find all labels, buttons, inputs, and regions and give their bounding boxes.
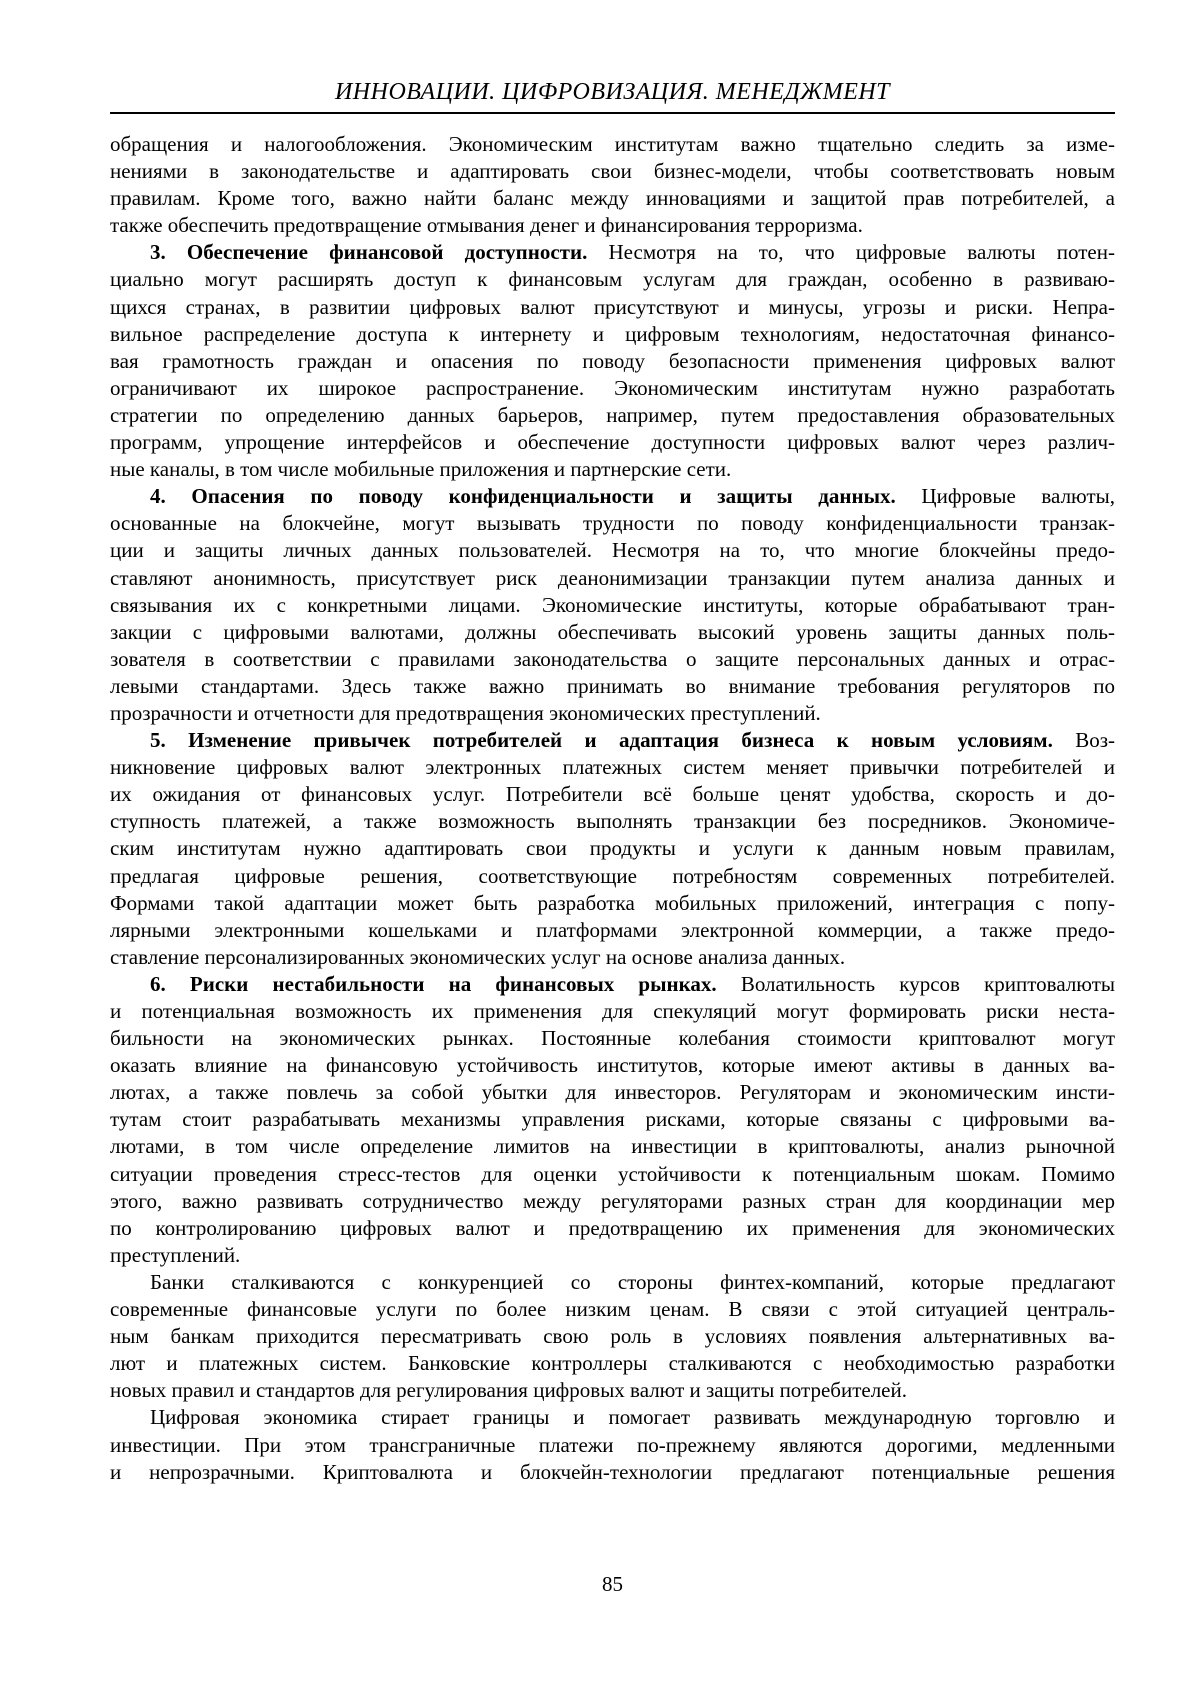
paragraph bbox=[110, 131, 1115, 239]
text-line: ограничивают их широкое распространение. Экономическим институтам нужно разработать bbox=[110, 375, 1115, 400]
text-line: ставление персонализированных экономических услуг на основе анализа данных. bbox=[110, 944, 846, 969]
text-line: циально могут расширять доступ к финансовым услугам для граждан, особенно в развиваю- bbox=[110, 267, 1115, 292]
paragraph bbox=[110, 239, 1115, 483]
text-line: Цифровая экономика стирает границы и помогает развивать международную торговлю и bbox=[150, 1405, 1115, 1430]
text-line: лярными электронными кошельками и платформами электронной коммерции, а также предо- bbox=[110, 917, 1115, 942]
text-line: лютами, в том числе определение лимитов на инвестиции в криптовалюты, анализ рыночной bbox=[110, 1134, 1115, 1159]
text-line: тутам стоит разрабатывать механизмы управления рисками, которые связаны с цифровыми ва- bbox=[110, 1107, 1115, 1132]
running-header: ИННОВАЦИИ. ЦИФРОВИЗАЦИЯ. МЕНЕДЖМЕНТ bbox=[334, 79, 891, 105]
text-line: по контролированию цифровых валют и предотвращению их применения для экономических bbox=[110, 1215, 1115, 1240]
text-line: основанные на блокчейне, могут вызывать трудности по поводу конфиденциальности транзак- bbox=[110, 511, 1115, 536]
text-line: их ожидания от финансовых услуг. Потребители всё больше ценят удобства, скорость и до- bbox=[110, 782, 1115, 807]
text-line: ным банкам приходится пересматривать свою роль в условиях появления альтернативных ва- bbox=[110, 1324, 1115, 1349]
text-line: этого, важно развивать сотрудничество между регуляторами разных стран для координации мер bbox=[110, 1188, 1115, 1213]
text-line: ставляют анонимность, присутствует риск деанонимизации транзакции путем анализа данных и bbox=[110, 565, 1115, 590]
text-line: ступность платежей, а также возможность выполнять транзакции без посредников. Экономиче- bbox=[110, 809, 1115, 834]
text-line: и потенциальная возможность их применения для спекуляций могут формировать риски неста- bbox=[110, 999, 1115, 1023]
text-line: вая грамотность граждан и опасения по поводу безопасности применения цифровых валют bbox=[110, 348, 1115, 373]
text-line: ные каналы, в том числе мобильные приложения и партнерские сети. bbox=[110, 457, 732, 482]
text-line: зователя в соответствии с правилами законодательства о защите персональных данных и отрас- bbox=[110, 646, 1115, 671]
paragraph bbox=[110, 971, 1115, 1269]
text-line: и непрозрачными. Криптовалюта и блокчейн-технологии предлагают потенциальные решения bbox=[110, 1459, 1115, 1484]
header-rule bbox=[110, 112, 1115, 114]
section-heading: 4. Опасения по поводу конфиденциальности и защиты данных. bbox=[150, 484, 896, 509]
paragraph bbox=[110, 1269, 1115, 1404]
text-line: также обеспечить предотвращение отмывания денег и финансирования терроризма. bbox=[110, 213, 863, 238]
text-line: новых правил и стандартов для регулирования цифровых валют и защиты потребителей. bbox=[110, 1378, 907, 1403]
text-line: современные финансовые услуги по более низким ценам. В связи с этой ситуацией централь- bbox=[110, 1297, 1115, 1322]
text-line: 5. Изменение привычек потребителей и адаптация бизнеса к новым условиям. Воз- bbox=[150, 728, 1115, 753]
text-line: ситуации проведения стресс-тестов для оценки устойчивости к потенциальным шокам. Помимо bbox=[110, 1161, 1115, 1186]
paragraph bbox=[110, 1404, 1115, 1485]
section-heading: 5. Изменение привычек потребителей и адаптация бизнеса к новым условиям. bbox=[150, 728, 1053, 753]
text-line: лютах, а также повлечь за собой убытки для инвесторов. Регуляторам и экономическим инсти- bbox=[110, 1080, 1115, 1105]
text-line: Банки сталкиваются с конкуренцией со стороны финтех-компаний, которые предлагают bbox=[150, 1269, 1115, 1294]
text-line: бильности на экономических рынках. Постоянные колебания стоимости криптовалют могут bbox=[110, 1026, 1115, 1051]
text-line: лют и платежных систем. Банковские контроллеры сталкиваются с необходимостью разработки bbox=[110, 1351, 1115, 1376]
text-line: ским институтам нужно адаптировать свои продукты и услуги к данным новым правилам, bbox=[110, 836, 1115, 861]
section-heading: 3. Обеспечение финансовой доступности. bbox=[150, 240, 588, 265]
text-line: нениями в законодательстве и адаптировать свои бизнес-модели, чтобы соответствовать новым bbox=[110, 159, 1115, 184]
text-line: предлагая цифровые решения, соответствующие потребностям современных потребителей. bbox=[110, 863, 1115, 888]
text-line: правилам. Кроме того, важно найти баланс между инновациями и защитой прав потребителей, а bbox=[110, 186, 1115, 211]
paragraph bbox=[110, 727, 1115, 971]
text-line: инвестиции. При этом трансграничные платежи по-прежнему являются дорогими, медленными bbox=[110, 1432, 1115, 1457]
text-line: закции с цифровыми валютами, должны обеспечивать высокий уровень защиты данных поль- bbox=[110, 619, 1115, 644]
text-line: прозрачности и отчетности для предотвращения экономических преступлений. bbox=[110, 700, 821, 725]
text-line: 6. Риски нестабильности на финансовых рынках. Волатильность курсов криптовалюты bbox=[150, 971, 1116, 996]
text-line: связывания их с конкретными лицами. Экономические институты, которые обрабатывают тран- bbox=[110, 592, 1115, 617]
text-line: щихся странах, в развитии цифровых валют присутствуют и минусы, угрозы и риски. Непра- bbox=[110, 294, 1115, 319]
text-line: обращения и налогообложения. Экономическим институтам важно тщательно следить за изме- bbox=[110, 132, 1115, 156]
text-line: программ, упрощение интерфейсов и обеспечение доступности цифровых валют через различ- bbox=[110, 430, 1115, 455]
text-line: 3. Обеспечение финансовой доступности. Несмотря на то, что цифровые валюты потен- bbox=[150, 240, 1115, 265]
text-line: левыми стандартами. Здесь также важно принимать во внимание требования регуляторов по bbox=[110, 673, 1115, 698]
page-number: 85 bbox=[602, 1572, 623, 1596]
text-line: стратегии по определению данных барьеров, например, путем предоставления образовательных bbox=[110, 402, 1115, 427]
text-line: оказать влияние на финансовую устойчивость институтов, которые имеют активы в данных ва- bbox=[110, 1053, 1115, 1078]
section-heading: 6. Риски нестабильности на финансовых рынках. bbox=[150, 971, 717, 996]
text-line: преступлений. bbox=[110, 1242, 241, 1267]
text-line: никновение цифровых валют электронных платежных систем меняет привычки потребителей и bbox=[110, 755, 1115, 780]
text-line: ции и защиты личных данных пользователей. Несмотря на то, что многие блокчейны предо- bbox=[110, 538, 1115, 563]
text-line: 4. Опасения по поводу конфиденциальности и защиты данных. Цифровые валюты, bbox=[150, 484, 1115, 509]
text-body bbox=[110, 131, 1115, 1486]
text-line: Формами такой адаптации может быть разработка мобильных приложений, интеграция с попу- bbox=[110, 890, 1115, 915]
paragraph bbox=[110, 483, 1115, 727]
text-line: вильное распределение доступа к интернету и цифровым технологиям, недостаточная финансо- bbox=[110, 321, 1115, 346]
